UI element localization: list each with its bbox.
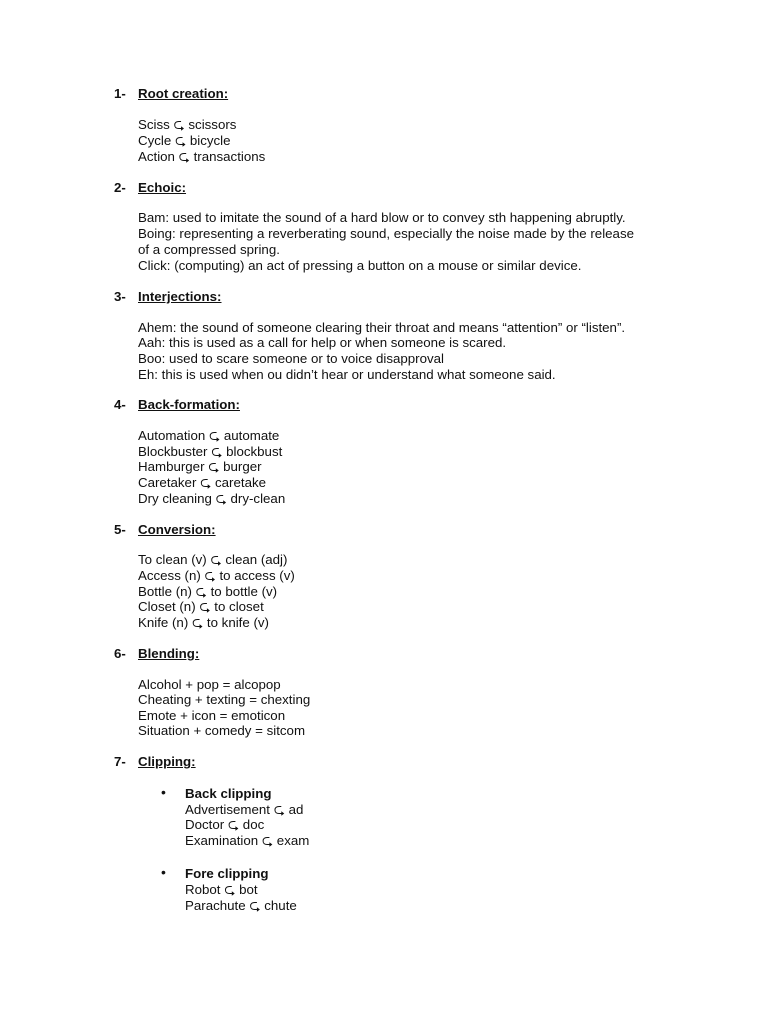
arrow-icon: ⮎ — [261, 832, 274, 848]
section-title: Back-formation: — [138, 397, 240, 412]
list-item: Doctor ⮎ doc — [185, 816, 265, 832]
section-1-heading — [114, 86, 228, 102]
subsection-title: Fore clipping — [185, 866, 269, 881]
arrow-icon: ⮎ — [211, 443, 223, 459]
section-number: 4- — [114, 397, 126, 412]
list-item: Action ⮎ transactions — [138, 148, 266, 164]
text-line: Bam: used to imitate the sound of a hard blow or to convey sth happening abruptly. — [138, 210, 626, 225]
text-line: Click: (computing) an act of pressing a button on a mouse or similar device. — [138, 258, 582, 273]
list-item: Bottle (n) ⮎ to bottle (v) — [138, 583, 278, 599]
text-line: Boing: representing a reverberating sound, especially the noise made by the release — [138, 226, 634, 241]
arrow-icon: ⮎ — [200, 474, 212, 490]
list-item: Robot ⮎ bot — [185, 881, 258, 897]
arrow-icon: ⮎ — [199, 598, 211, 614]
section-title: Root creation: — [138, 86, 229, 101]
list-item: Parachute ⮎ chute — [185, 897, 297, 913]
section-number: 1- — [114, 86, 126, 101]
list-item: Cycle ⮎ bicycle — [138, 132, 231, 148]
arrow-icon: ⮎ — [208, 427, 221, 443]
arrow-icon: ⮎ — [249, 897, 261, 913]
list-item: Advertisement ⮎ ad — [185, 801, 304, 817]
section-number: 7- — [114, 754, 126, 769]
section-number: 3- — [114, 289, 126, 304]
arrow-icon: ⮎ — [224, 881, 236, 897]
section-title: Conversion: — [138, 522, 216, 537]
list-item: Knife (n) ⮎ to knife (v) — [138, 614, 269, 630]
list-item: Access (n) ⮎ to access (v) — [138, 567, 295, 583]
section-6-heading — [114, 646, 199, 662]
arrow-icon: ⮎ — [174, 132, 187, 148]
text-line: Ahem: the sound of someone clearing their throat and means “attention” or “listen”. — [138, 320, 626, 335]
section-4-heading — [114, 397, 240, 413]
text-line: Emote + icon = emoticon — [138, 708, 286, 723]
arrow-icon: ⮎ — [215, 490, 227, 506]
section-number: 2- — [114, 180, 126, 195]
list-item: Dry cleaning ⮎ dry-clean — [138, 490, 286, 506]
section-5-heading — [114, 522, 216, 538]
text-line: Aah: this is used as a call for help or when someone is scared. — [138, 335, 507, 350]
text-line: of a compressed spring. — [138, 242, 280, 257]
text-line: Cheating + texting = chexting — [138, 692, 311, 707]
arrow-icon: ⮎ — [208, 458, 220, 474]
arrow-icon: ⮎ — [191, 614, 204, 630]
text-line: Situation + comedy = sitcom — [138, 723, 306, 738]
section-number: 6- — [114, 646, 126, 661]
arrow-icon: ⮎ — [273, 801, 285, 817]
section-title: Blending: — [138, 646, 200, 661]
section-7-heading — [114, 754, 196, 770]
section-title: Clipping: — [138, 754, 196, 769]
section-title: Echoic: — [138, 180, 187, 195]
subsection-title: Back clipping — [185, 786, 272, 801]
list-item: To clean (v) ⮎ clean (adj) — [138, 551, 288, 567]
arrow-icon: ⮎ — [210, 551, 222, 567]
list-item: Caretaker ⮎ caretake — [138, 474, 267, 490]
list-item: Automation ⮎ automate — [138, 427, 280, 443]
arrow-icon: ⮎ — [227, 816, 240, 832]
list-item: Sciss ⮎ scissors — [138, 116, 237, 132]
text-line: Eh: this is used when ou didn’t hear or understand what someone said. — [138, 367, 556, 382]
section-2-heading — [114, 180, 186, 196]
section-title: Interjections: — [138, 289, 222, 304]
list-item: Blockbuster ⮎ blockbust — [138, 443, 283, 459]
bullet-icon: • — [161, 864, 166, 880]
text-line: Boo: used to scare someone or to voice disapproval — [138, 351, 445, 366]
list-item: Examination ⮎ exam — [185, 832, 310, 848]
section-3-heading — [114, 289, 222, 305]
bullet-icon: • — [161, 784, 166, 800]
arrow-icon: ⮎ — [173, 116, 185, 132]
text-line: Alcohol + pop = alcopop — [138, 677, 281, 692]
list-item: Closet (n) ⮎ to closet — [138, 598, 264, 614]
arrow-icon: ⮎ — [195, 583, 207, 599]
section-number: 5- — [114, 522, 126, 537]
arrow-icon: ⮎ — [204, 567, 216, 583]
list-item: Hamburger ⮎ burger — [138, 458, 262, 474]
arrow-icon: ⮎ — [178, 148, 190, 164]
